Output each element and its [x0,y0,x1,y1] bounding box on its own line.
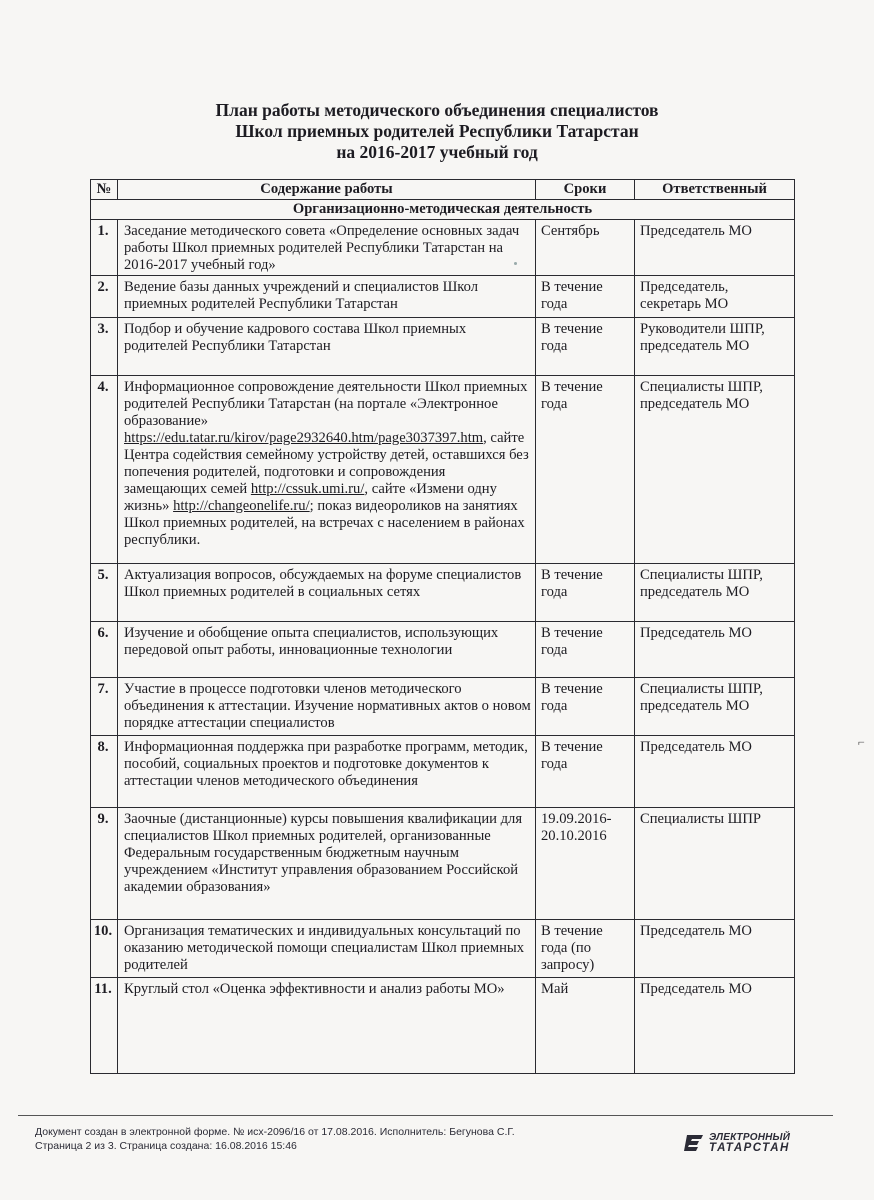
row-num: 2. [91,276,118,318]
cssuk-link[interactable]: http://cssuk.umi.ru/ [250,481,365,497]
scan-edge-mark: ⌐ [858,735,865,749]
header-term: Сроки [536,180,635,200]
footer [35,1126,515,1153]
logo-line-1: ЭЛЕКТРОННЫЙ [709,1132,791,1143]
row-num: 5. [91,564,118,622]
row-term: В течение года [536,736,635,808]
row-responsible: Председатель МО [635,220,795,276]
row-num: 7. [91,678,118,736]
row-responsible: Председатель МО [635,978,795,1074]
row-4-text-part4: ; показ видеороликов на занятиях Школ приемных родителей, на встречах с населением в районах республики. [124,498,525,548]
row-4-text-part2: , сайте Центра содействия семейному устройству детей, оставшихся без попечения родителей, подготовки и сопровождения замещающих семей [124,430,529,497]
footer-divider [18,1115,833,1116]
row-content: Заочные (дистанционные) курсы повышения квалификации для специалистов Школ приемных родителей, организованные Федеральным государственным бюджетным научным учреждением «Институт управления образованием Российской академии образования» [118,808,536,920]
table-row [91,622,795,678]
row-term: В течение года [536,376,635,564]
row-responsible: Председатель, секретарь МО [635,276,795,318]
row-content: Ведение базы данных учреждений и специалистов Школ приемных родителей Республики Татарстан [118,276,536,318]
row-term: В течение года (по запросу) [536,920,635,978]
table-row [91,808,795,920]
row-content: Организация тематических и индивидуальных консультаций по оказанию методической помощи специалистам Школ приемных родителей [118,920,536,978]
row-term: В течение года [536,318,635,376]
row-term: Сентябрь [536,220,635,276]
row-term: В течение года [536,678,635,736]
row-responsible: Председатель МО [635,920,795,978]
row-content: Актуализация вопросов, обсуждаемых на форуме специалистов Школ приемных родителей в социальных сетях [118,564,536,622]
section-title: Организационно-методическая деятельность [91,200,795,220]
row-responsible: Председатель МО [635,736,795,808]
row-responsible: Специалисты ШПР, председатель МО [635,564,795,622]
footer-line-2: Страница 2 из 3. Страница создана: 16.08.2016 15:46 [35,1139,297,1152]
table-row [91,564,795,622]
scan-speck [514,262,517,265]
work-plan-table [90,179,795,1074]
row-num: 9. [91,808,118,920]
row-num: 10. [91,920,118,978]
row-content: Подбор и обучение кадрового состава Школ приемных родителей Республики Татарстан [118,318,536,376]
row-responsible: Председатель МО [635,622,795,678]
row-term: В течение года [536,622,635,678]
row-4-text-part3: , сайте «Измени одну жизнь» [124,481,497,514]
logo-emblem-icon [683,1132,705,1154]
title-line-3: на 2016-2017 учебный год [336,142,538,162]
edu-tatar-link[interactable]: https://edu.tatar.ru/kirov/page2932640.htm/page3037397.htm [124,430,484,446]
logo-line-2: ТАТАРСТАН [709,1142,790,1154]
section-row [91,200,795,220]
row-content: Круглый стол «Оценка эффективности и анализ работы МО» [118,978,536,1074]
row-responsible: Специалисты ШПР [635,808,795,920]
row-num: 11. [91,978,118,1074]
row-term: В течение года [536,276,635,318]
table-row [91,978,795,1074]
row-num: 4. [91,376,118,564]
row-num: 3. [91,318,118,376]
row-num: 1. [91,220,118,276]
row-content: Заседание методического совета «Определение основных задач работы Школ приемных родителей Республики Татарстан на 2016-2017 учебный год» [118,220,536,276]
electronic-tatarstan-logo [683,1130,793,1158]
row-content: Участие в процессе подготовки членов методического объединения к аттестации. Изучение нормативных актов о новом порядке аттестации специалистов [118,678,536,736]
row-content: Информационная поддержка при разработке программ, методик, пособий, социальных проектов и подготовке документов к аттестации членов методического объединения [118,736,536,808]
row-responsible: Специалисты ШПР, председатель МО [635,678,795,736]
row-content: Изучение и обобщение опыта специалистов, использующих передовой опыт работы, инновационные технологии [118,622,536,678]
table-row [91,376,795,564]
row-term: 19.09.2016-20.10.2016 [536,808,635,920]
table-row [91,920,795,978]
title-line-1: План работы методического объединения специалистов [215,100,659,120]
footer-line-1: Документ создан в электронной форме. № исх-2096/16 от 17.08.2016. Исполнитель: Бегунова С.Г. [35,1126,515,1138]
header-responsible: Ответственный [635,180,795,200]
logo-text [709,1132,790,1154]
table-row [91,318,795,376]
table-header-row [91,180,795,200]
row-content [118,376,536,564]
row-num: 6. [91,622,118,678]
row-responsible: Руководители ШПР, председатель МО [635,318,795,376]
row-num: 8. [91,736,118,808]
title-line-2: Школ приемных родителей Республики Татарстан [235,121,639,141]
changeonelife-link[interactable]: http://changeonelife.ru/ [173,498,310,514]
header-content: Содержание работы [118,180,536,200]
row-4-text-part1: Информационное сопровождение деятельности Школ приемных родителей Республики Татарстан (на портале «Электронное образование» [124,379,528,429]
table-row [91,678,795,736]
row-responsible: Специалисты ШПР, председатель МО [635,376,795,564]
document-title [0,100,874,163]
table-row [91,220,795,276]
header-num: № [91,180,118,200]
table-row [91,276,795,318]
row-term: В течение года [536,564,635,622]
table-row [91,736,795,808]
row-term: Май [536,978,635,1074]
